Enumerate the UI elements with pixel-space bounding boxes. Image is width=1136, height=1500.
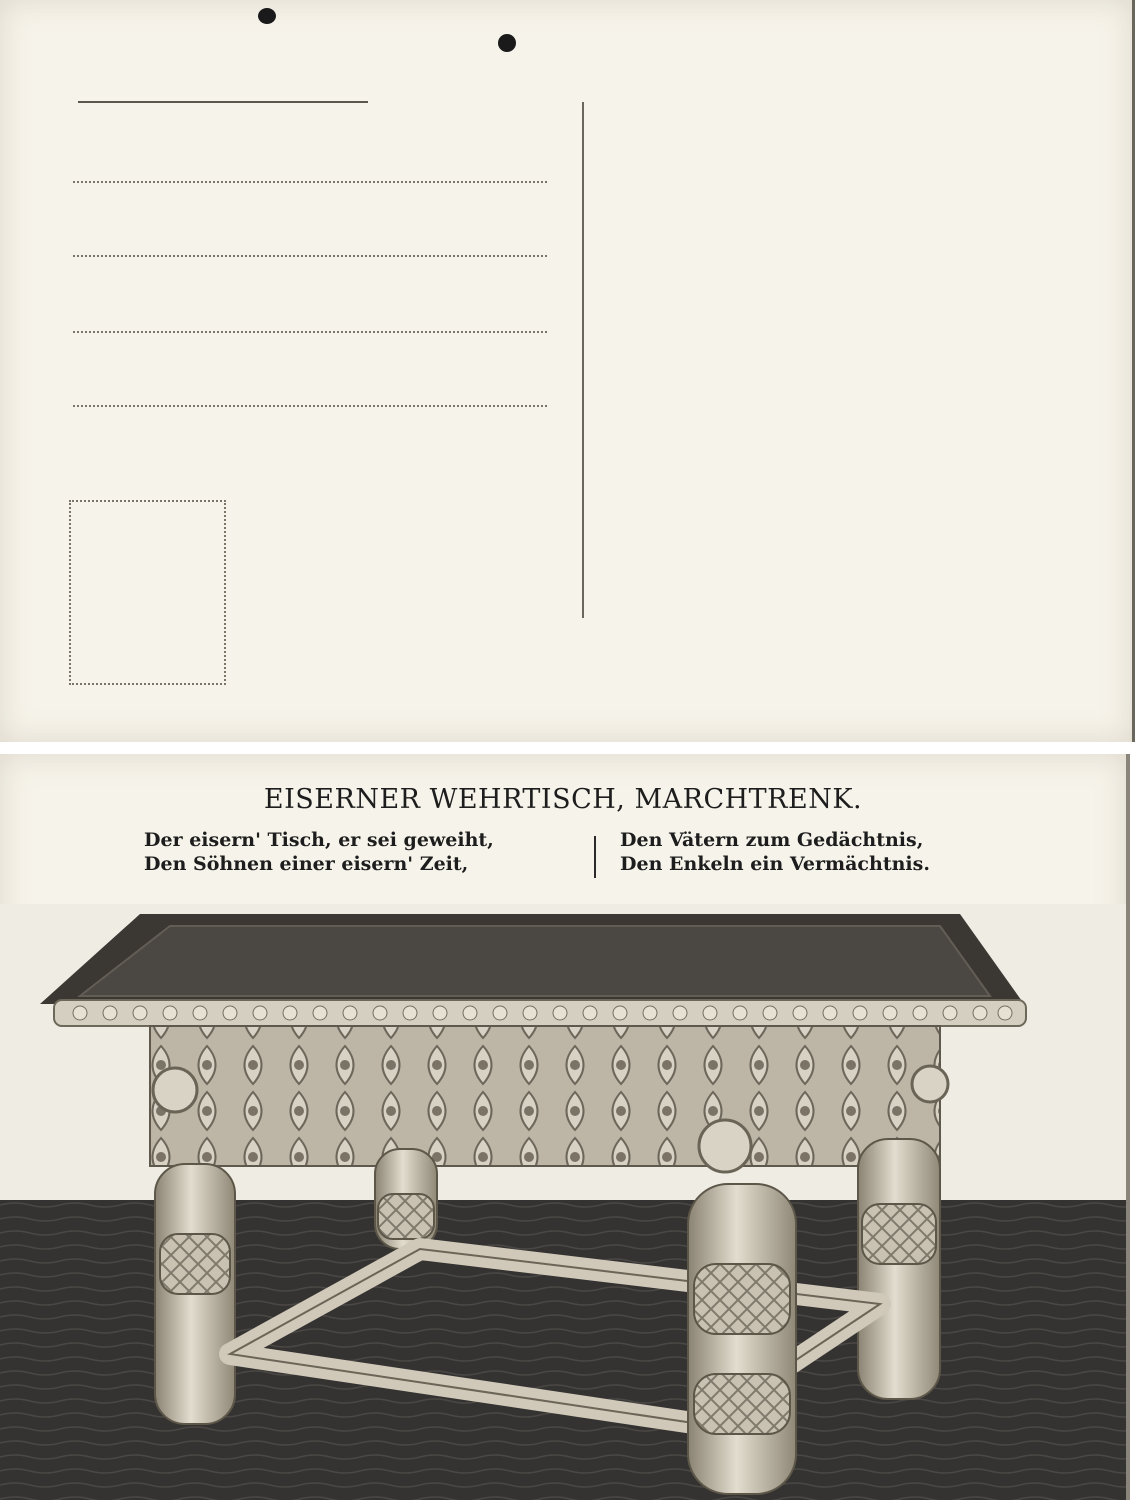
verse-separator	[594, 836, 596, 878]
table-top-surface	[80, 926, 990, 996]
rosette	[699, 1120, 751, 1172]
verse-left	[144, 828, 494, 876]
table-leg	[688, 1184, 796, 1494]
card-title: EISERNER WEHRTISCH, MARCHTRENK.	[263, 784, 863, 815]
postcard-back	[0, 0, 1135, 742]
table-leg	[155, 1164, 235, 1424]
table-leg	[858, 1139, 940, 1399]
center-divider	[582, 102, 584, 618]
carved-apron	[150, 1026, 940, 1166]
address-line	[73, 255, 547, 257]
table-leg	[375, 1149, 437, 1249]
verse-line: Den Söhnen einer eisern' Zeit,	[144, 853, 469, 875]
rosette	[153, 1068, 197, 1112]
verse-right	[620, 828, 930, 876]
verse-line: Den Enkeln ein Vermächtnis.	[620, 853, 930, 875]
address-line-top	[78, 101, 368, 103]
ink-stain	[498, 34, 516, 52]
address-line	[73, 181, 547, 183]
postcard-front	[0, 754, 1130, 1500]
address-line	[73, 331, 547, 333]
verse-line: Den Vätern zum Gedächtnis,	[620, 829, 924, 851]
table-photograph	[0, 904, 1126, 1500]
verse-line: Der eisern' Tisch, er sei geweiht,	[144, 829, 494, 851]
rosette	[912, 1066, 948, 1102]
address-line	[73, 405, 547, 407]
ink-stain	[258, 8, 276, 24]
stamp-box	[69, 500, 226, 685]
